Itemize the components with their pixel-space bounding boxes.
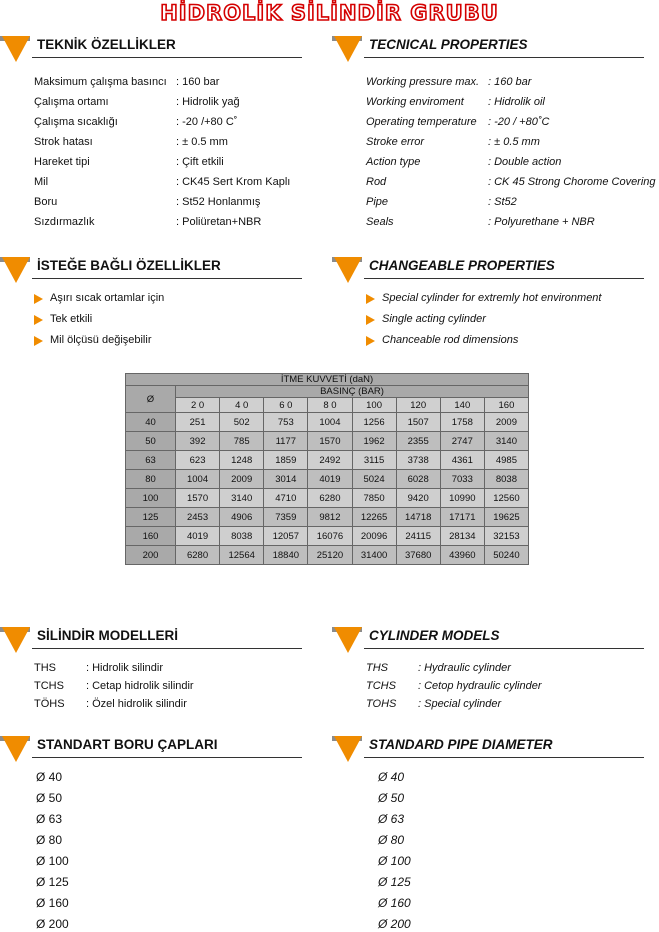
table-row: [126, 413, 529, 432]
pipe-diameter-item: Ø 200: [378, 917, 411, 931]
force-value-cell: 4710: [264, 489, 308, 508]
bullet-arrow-icon: [366, 294, 375, 304]
spec-value: : 160 bar: [488, 76, 532, 88]
model-desc: : Özel hidrolik silindir: [86, 698, 187, 710]
force-value-cell: 16076: [308, 527, 352, 546]
model-code: TCHS: [34, 680, 64, 692]
force-value-cell: 28134: [440, 527, 484, 546]
table-row: [126, 508, 529, 527]
table-row: [126, 546, 529, 565]
thrust-force-table: [125, 373, 529, 565]
force-value-cell: 25120: [308, 546, 352, 565]
spec-value: : -20 /+80 C˚: [176, 116, 238, 128]
spec-value: : Hidrolik yağ: [176, 96, 240, 108]
force-value-cell: 3140: [220, 489, 264, 508]
pipe-diameter-item: Ø 40: [36, 770, 63, 784]
diameter-cell: 200: [126, 546, 176, 565]
force-value-cell: 785: [220, 432, 264, 451]
pressure-cell: 100: [352, 398, 396, 413]
pressure-cell: 160: [484, 398, 528, 413]
bullet-arrow-icon: [366, 336, 375, 346]
force-value-cell: 19625: [484, 508, 528, 527]
divider: [364, 757, 644, 758]
pressure-cell: 2 0: [176, 398, 220, 413]
spec-value: : Hidrolik oil: [488, 96, 545, 108]
triangle-icon: [334, 627, 362, 653]
force-value-cell: 37680: [396, 546, 440, 565]
spec-label: Pipe: [366, 196, 389, 208]
triangle-icon: [334, 36, 362, 62]
force-value-cell: 2492: [308, 451, 352, 470]
diameter-cell: 50: [126, 432, 176, 451]
force-value-cell: 2009: [220, 470, 264, 489]
section-header-models-en: [332, 627, 652, 653]
spec-label: Hareket tipi: [34, 156, 90, 168]
force-value-cell: 12560: [484, 489, 528, 508]
section-header-models-tr: [0, 627, 305, 653]
pipe-diameter-item: Ø 63: [36, 812, 63, 826]
pressure-header: BASINÇ (BAR): [176, 386, 529, 398]
triangle-icon: [334, 736, 362, 762]
option-item: Single acting cylinder: [382, 313, 486, 325]
force-value-cell: 4019: [176, 527, 220, 546]
force-value-cell: 392: [176, 432, 220, 451]
spec-value: : Double action: [488, 156, 562, 168]
pipe-diameter-item: Ø 100: [378, 854, 411, 868]
section-title: CHANGEABLE PROPERTIES: [369, 258, 555, 273]
section-header-opt-en: [332, 257, 652, 283]
force-value-cell: 1758: [440, 413, 484, 432]
force-value-cell: 14718: [396, 508, 440, 527]
pressure-cell: 8 0: [308, 398, 352, 413]
divider: [32, 57, 302, 58]
triangle-icon: [2, 627, 30, 653]
pipe-diameter-item: Ø 125: [36, 875, 69, 889]
table-title: İTME KUVVETİ (daN): [126, 374, 529, 386]
spec-value: : 160 bar: [176, 76, 220, 88]
force-value-cell: 6280: [176, 546, 220, 565]
force-value-cell: 8038: [220, 527, 264, 546]
force-value-cell: 1248: [220, 451, 264, 470]
force-value-cell: 6280: [308, 489, 352, 508]
option-item: Tek etkili: [50, 313, 93, 325]
force-value-cell: 1177: [264, 432, 308, 451]
force-value-cell: 7033: [440, 470, 484, 489]
section-title: İSTEĞE BAĞLI ÖZELLİKLER: [37, 258, 221, 273]
force-value-cell: 4985: [484, 451, 528, 470]
diameter-cell: 40: [126, 413, 176, 432]
spec-value: : St52 Honlanmış: [176, 196, 261, 208]
force-value-cell: 18840: [264, 546, 308, 565]
model-desc: : Hidrolik silindir: [86, 662, 164, 674]
section-title: SİLİNDİR MODELLERİ: [37, 628, 178, 643]
force-value-cell: 5024: [352, 470, 396, 489]
diameter-cell: 100: [126, 489, 176, 508]
pipe-diameter-item: Ø 160: [378, 896, 411, 910]
force-value-cell: 1004: [308, 413, 352, 432]
force-value-cell: 24115: [396, 527, 440, 546]
pressure-cell: 140: [440, 398, 484, 413]
force-value-cell: 2453: [176, 508, 220, 527]
force-value-cell: 4019: [308, 470, 352, 489]
spec-label: Maksimum çalışma basıncı: [34, 76, 167, 88]
force-value-cell: 9420: [396, 489, 440, 508]
force-value-cell: 2355: [396, 432, 440, 451]
spec-label: Boru: [34, 196, 58, 208]
pressure-cell: 120: [396, 398, 440, 413]
force-value-cell: 9812: [308, 508, 352, 527]
force-value-cell: 2009: [484, 413, 528, 432]
divider: [32, 648, 302, 649]
divider: [364, 278, 644, 279]
section-title: STANDARD PIPE DIAMETER: [369, 737, 553, 752]
model-desc: : Cetop hydraulic cylinder: [418, 680, 542, 692]
divider: [364, 57, 644, 58]
force-value-cell: 20096: [352, 527, 396, 546]
pipe-diameter-item: Ø 160: [36, 896, 69, 910]
force-value-cell: 12265: [352, 508, 396, 527]
option-item: Chanceable rod dimensions: [382, 334, 519, 346]
force-value-cell: 1256: [352, 413, 396, 432]
model-code: THS: [34, 662, 56, 674]
pipe-diameter-item: Ø 80: [378, 833, 405, 847]
pipe-diameter-item: Ø 40: [378, 770, 405, 784]
option-item: Special cylinder for extremly hot environment: [382, 292, 602, 304]
pipe-diameter-item: Ø 50: [378, 791, 405, 805]
section-header-tech-tr: [0, 36, 305, 62]
force-value-cell: 4906: [220, 508, 264, 527]
section-header-opt-tr: [0, 257, 305, 283]
diameter-cell: 125: [126, 508, 176, 527]
spec-value: : CK45 Sert Krom Kaplı: [176, 176, 291, 188]
force-value-cell: 12564: [220, 546, 264, 565]
spec-label: Rod: [366, 176, 387, 188]
force-value-cell: 3140: [484, 432, 528, 451]
force-value-cell: 3115: [352, 451, 396, 470]
spec-label: Çalışma sıcaklığı: [34, 116, 118, 128]
force-value-cell: 502: [220, 413, 264, 432]
force-value-cell: 8038: [484, 470, 528, 489]
force-value-cell: 3738: [396, 451, 440, 470]
force-value-cell: 4361: [440, 451, 484, 470]
triangle-icon: [334, 257, 362, 283]
triangle-icon: [2, 736, 30, 762]
diameter-cell: 63: [126, 451, 176, 470]
diameter-cell: 80: [126, 470, 176, 489]
table-row: [126, 470, 529, 489]
force-value-cell: 1859: [264, 451, 308, 470]
section-header-pipe-tr: [0, 736, 305, 762]
spec-label: Action type: [366, 156, 421, 168]
spec-value: : Çift etkili: [176, 156, 224, 168]
force-value-cell: 251: [176, 413, 220, 432]
spec-value: : Polyurethane + NBR: [488, 216, 595, 228]
force-value-cell: 10990: [440, 489, 484, 508]
spec-value: : CK 45 Strong Chorome Covering: [488, 176, 656, 188]
spec-label: Mil: [34, 176, 49, 188]
model-code: THS: [366, 662, 388, 674]
force-value-cell: 2747: [440, 432, 484, 451]
spec-label: Stroke error: [366, 136, 425, 148]
spec-label: Working enviroment: [366, 96, 464, 108]
divider: [32, 757, 302, 758]
force-value-cell: 3014: [264, 470, 308, 489]
pipe-diameter-item: Ø 100: [36, 854, 69, 868]
model-desc: : Hydraulic cylinder: [418, 662, 511, 674]
table-row: [126, 489, 529, 508]
section-title: TECNICAL PROPERTIES: [369, 37, 528, 52]
spec-label: Seals: [366, 216, 394, 228]
force-value-cell: 7359: [264, 508, 308, 527]
pipe-diameter-item: Ø 80: [36, 833, 63, 847]
bullet-arrow-icon: [366, 315, 375, 325]
force-value-cell: 1570: [176, 489, 220, 508]
section-title: STANDART BORU ÇAPLARI: [37, 737, 218, 752]
spec-label: Çalışma ortamı: [34, 96, 109, 108]
spec-value: : ± 0.5 mm: [176, 136, 228, 148]
option-item: Mil ölçüsü değişebilir: [50, 334, 152, 346]
spec-value: : ± 0.5 mm: [488, 136, 540, 148]
divider: [364, 648, 644, 649]
spec-label: Working pressure max.: [366, 76, 480, 88]
pipe-diameter-item: Ø 125: [378, 875, 411, 889]
spec-value: : St52: [488, 196, 517, 208]
pipe-diameter-item: Ø 50: [36, 791, 63, 805]
force-value-cell: 1962: [352, 432, 396, 451]
divider: [32, 278, 302, 279]
model-desc: : Cetap hidrolik silindir: [86, 680, 194, 692]
force-value-cell: 50240: [484, 546, 528, 565]
spec-label: Sızdırmazlık: [34, 216, 95, 228]
bullet-arrow-icon: [34, 336, 43, 346]
table-row: [126, 527, 529, 546]
force-value-cell: 17171: [440, 508, 484, 527]
triangle-icon: [2, 257, 30, 283]
bullet-arrow-icon: [34, 315, 43, 325]
force-value-cell: 1507: [396, 413, 440, 432]
force-value-cell: 32153: [484, 527, 528, 546]
spec-value: : -20 / +80˚C: [488, 116, 550, 128]
force-value-cell: 1004: [176, 470, 220, 489]
spec-value: : Poliüretan+NBR: [176, 216, 262, 228]
force-value-cell: 623: [176, 451, 220, 470]
diameter-header: Ø: [126, 386, 176, 413]
section-header-tech-en: [332, 36, 652, 62]
model-desc: : Special cylinder: [418, 698, 502, 710]
table-row: [126, 451, 529, 470]
section-title: CYLINDER MODELS: [369, 628, 500, 643]
bullet-arrow-icon: [34, 294, 43, 304]
spec-label: Operating temperature: [366, 116, 477, 128]
force-value-cell: 1570: [308, 432, 352, 451]
pressure-cell: 4 0: [220, 398, 264, 413]
section-title: TEKNİK ÖZELLİKLER: [37, 37, 176, 52]
force-value-cell: 7850: [352, 489, 396, 508]
model-code: TOHS: [366, 698, 397, 710]
pipe-diameter-item: Ø 200: [36, 917, 69, 931]
model-code: TÖHS: [34, 698, 65, 710]
option-item: Aşırı sıcak ortamlar için: [50, 292, 165, 304]
diameter-cell: 160: [126, 527, 176, 546]
triangle-icon: [2, 36, 30, 62]
force-value-cell: 31400: [352, 546, 396, 565]
pressure-cell: 6 0: [264, 398, 308, 413]
section-header-pipe-en: [332, 736, 652, 762]
force-value-cell: 12057: [264, 527, 308, 546]
force-value-cell: 753: [264, 413, 308, 432]
force-value-cell: 6028: [396, 470, 440, 489]
spec-label: Strok hatası: [34, 136, 93, 148]
pipe-diameter-item: Ø 63: [378, 812, 405, 826]
page-title: HİDROLİK SİLİNDİR GRUBU: [160, 1, 499, 25]
model-code: TCHS: [366, 680, 396, 692]
force-value-cell: 43960: [440, 546, 484, 565]
table-row: [126, 432, 529, 451]
